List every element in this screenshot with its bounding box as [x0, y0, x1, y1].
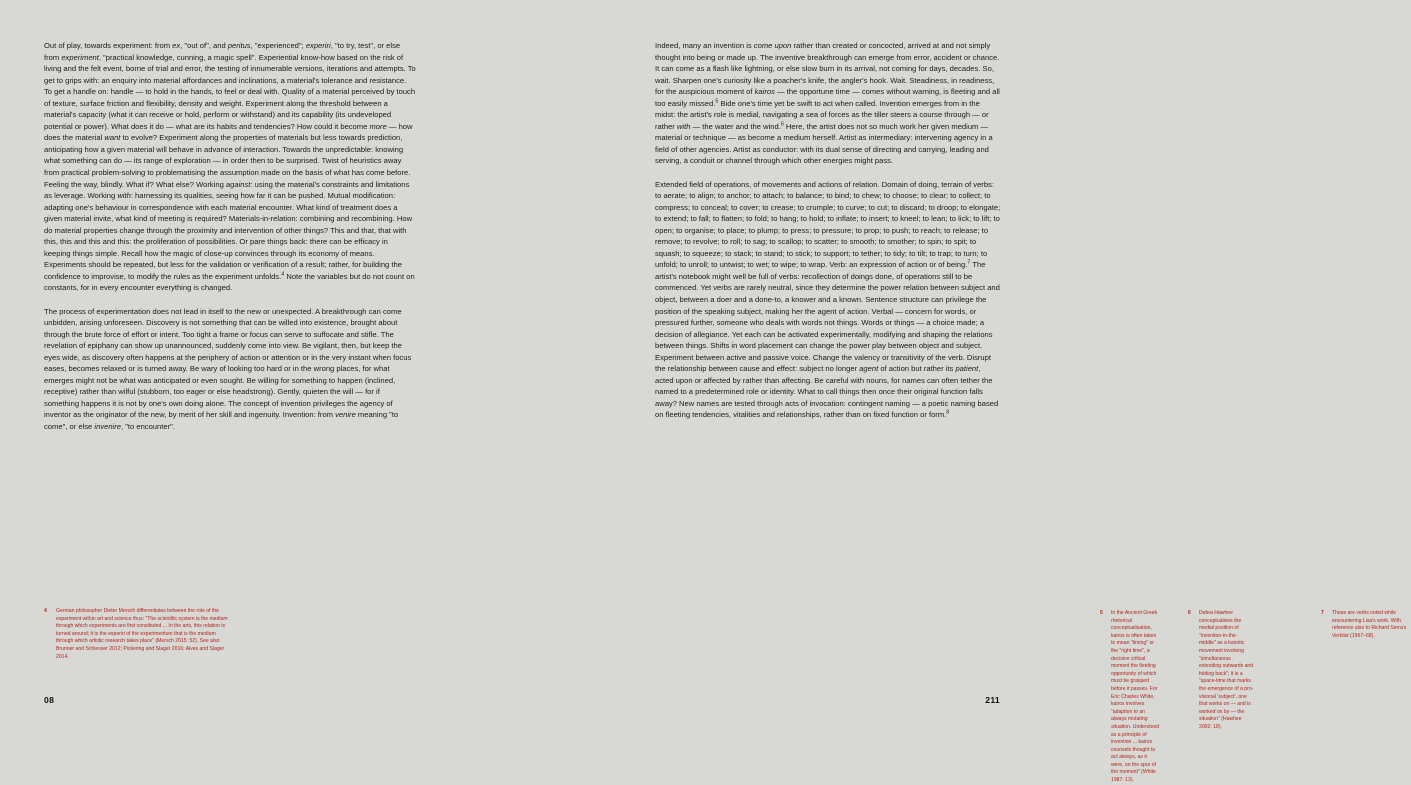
footnote-number: 5: [1100, 610, 1103, 616]
paragraph: Out of play, towards experiment: from ex, "out of", and peritus, "experienced"; experiri, "to try, test", or else from experiment, "practical knowledge, cunning, a magic spell". Experiential know-how based on the risk of living and the felt event, borne of trial and error, the testing of innumerable versions, iterations and attempts. To get to grips with: an enquiry into material affordances and inclinations, a material's tolerance and resistance. To get a handle on: handle — to hold in the hands, to feel or deal with. Quality of a material perceived by touch of texture, surface friction and flexibility, density and weight. Experiment along the threshold between a material's capacity (what it can receive or hold, perform or withstand) and its capability (its undeveloped potential or power). What does it do — what are its habits and tendencies? How could it become more — how does the material want to evolve? Experiment along the properties of materials but less towards prediction, anticipating how a given material will behave in advance of interaction. Towards the unpredictable: knowing what something can do — its range of exploration — in order then to be surprised. Twist of heuristics away from practical problem-solving to problematising the assumption made on the basis of what has come before. Feeling the way, blindly. What if? What else? Working against: using the material's constraints and limitations as leverage. Working with: harnessing its qualities, seeing how far it can be pushed. Mutual modification: adapting one's behaviour in correspondence with each material encounter. What kind of treatment does a given material invite, what kind of meeting is required? Materials-in-relation: combining and recombining. How do material properties change through the proximity and intervention of other things? This and that, that with this, this and this and this: the proliferation of possibilities. Or pare things back: there can be efficacy in keeping things simple. Recall how the magic of close-up convinces through its economy of means. Experiments should be repeated, but less for the validation or verification of a result; rather, for building the confidence to improvise, to modify the rules as the experiment unfolds.$^4$ Note the variables but do not count on constants, for in every encounter everything is changed.: [44, 41, 416, 293]
left-page-body: [44, 40, 416, 433]
right-page-body: [655, 40, 1001, 421]
paragraph: Extended field of operations, of movements and actions of relation. Domain of doing, terrain of verbs: to aerate; to align; to anchor; to attach; to balance; to bind; to chew; to choose; to clear; to collect; to compress; to conceal; to cover; to crease; to crumple; to curve; to cut; to discard; to droop; to elongate; to extend; to fall; to flatten; to fold; to hang; to hold; to inflate; to insert; to kneel; to lean; to lick; to lift; to open; to organise; to place; to plump; to press; to pressure; to prop; to push; to reach; to release; to remove; to revolve; to roll; to sag; to scallop; to scatter; to smooth; to smother; to spin; to spit; to squash; to squeeze; to stack; to stand; to stick; to support; to tether; to tidy; to tilt; to trap; to turn; to unfold; to unroll; to untwist; to wet; to wipe; to wrap. Verb: an expression of action or of being.$^7$ The artist's notebook might well be full of verbs: recollection of doings done, of operations still to be commenced. Yet verbs are rarely neutral, since they determine the power relation between subject and object, between a doer and a done-to, a knower and a known. Sentence structure can privilege the position of the speaking subject, making her the agent of action. Verbal — concern for words, or pressured further, someone who deals with words not things. Words or things — a choice made; a decision of allegiance. Yet each can be activated experimentally, modifying and shaping the relations between things. Shifts in word placement can change the power play between object and subject. Experiment between active and passive voice. Change the valency or transitivity of the verb. Disrupt the relationship between cause and effect: subject no longer agent of action but rather its patient, acted upon or affected by rather than affecting. Be careful with nouns, for names can often tether the named to a predetermined role or identity. What to call things then once their original function falls away? New names are tested through acts of invocation: contingent naming — a poetic naming based on fleeting tendencies, vitalities and relationships, rather than on fixed function or form.$^8$: [655, 179, 1001, 420]
footnote-5: [1100, 610, 1160, 785]
page-number-right: 211: [985, 695, 1000, 705]
footnote-7: [1321, 610, 1411, 640]
footnote-6: [1188, 610, 1254, 732]
page-number-left: 08: [44, 695, 55, 705]
footnote-text: German philosopher Dieter Mersch differentiates between the role of the experiment within art and science thus: "The scientific system is the medium through which experiments are first constituted ... In the arts, this relation is turned around; it is the experiri of the experimentum that is the medium through which artistic research takes place" (Mersch 2015: 52). See also Brunner and Schiesser 2012; Pickering and Slager 2016; Alves and Slager 2014.: [56, 608, 228, 660]
footnote-number: 4: [44, 608, 47, 614]
right-page: [522, 0, 1407, 784]
footnote-text: These are verbs noted while encountering Lisa's work. With reference also to Richard Serra's Verblist (1967–68).: [1332, 610, 1407, 639]
footnote-number: 6: [1188, 610, 1191, 616]
footnote-number: 7: [1321, 610, 1324, 616]
paragraph: The process of experimentation does not lead in itself to the new or unexpected. A breakthrough can come unbidden, arising unforeseen. Discovery is not something that can be willed into existence, brought about through the brute force of effort or intent. Too tight a frame or focus can serve to suffocate and stifle. The revelation of epiphany can show up unannounced, suddenly come into view. Be vigilant, then, but keep the eyes wide, as discovery often happens at the periphery of action or attention or in the very instant when focus eases, becomes relaxed or is turned away. Be wary of looking too hard or in the wrong places, for what emerges might not be what was anticipated or even sought. Be willing for something to happen (inclined, receptive) rather than wilful (stubborn, too eager or else headstrong). Gently, quieten the will — for if something happens it is not by one's own doing alone. The concept of invention privileges the agency of inventor as the originator of the new, by merit of her skill and ingenuity. Invention: from venire meaning "to come", or else invenire, "to encounter".: [44, 306, 412, 431]
footnote-4: [44, 608, 230, 661]
footnote-text: In the Ancient Greek rhetorical conceptualisation, kairos is often taken to mean "timing" or the "right time", a decisive critical moment the fleeting opportunity of which must be grasped before it passes. For Eric Charles White, kairos involves "adaption to an always mutating situation. Understood as a principle of invention ... kairos counsels thought to act always, as it were, on the spur of the moment" (White 1987: 13).: [1111, 610, 1160, 784]
left-page: [0, 0, 522, 735]
footnote-text: Debra Hawhee conceptualises the medial position of "invention-in-the-middle" as a kairotic movement involving "simultaneous extending outwards and folding back"; it is a "space-time that marks the emergence of a pro-visional 'subject', one that works on — and is worked on by — the situation" (Hawhee 2002: 18).: [1199, 610, 1254, 730]
paragraph: Indeed, many an invention is come upon rather than created or concocted, arrived at and not simply thought into being or made up. The inventive breakthrough can emerge from error, accident or chance. It can come as a flash like lightning, or else slow burn in its arrival, not coming for days, decades. So, wait. Sharpen one's curiosity like a poacher's knife, the angler's hook. Wait. Steadiness, in readiness, for the auspicious moment of kairos — the opportune time — comes without warning, is fleeting and all too easily missed.$^5$ Bide one's time yet be swift to act when called. Invention emerges from in the midst: the artist's role is medial, navigating a sea of forces as the tiller steers a course through — or rather with — the water and the wind.$^6$ Here, the artist does not so much work her given medium — material or technique — as become a medium herself. Artist as intermediary: intervening agency in a field of other agencies. Artist as conductor: with its dual sense of directing and carrying, leading and serving, a conduit or channel through which other energies might pass.: [655, 41, 1000, 166]
